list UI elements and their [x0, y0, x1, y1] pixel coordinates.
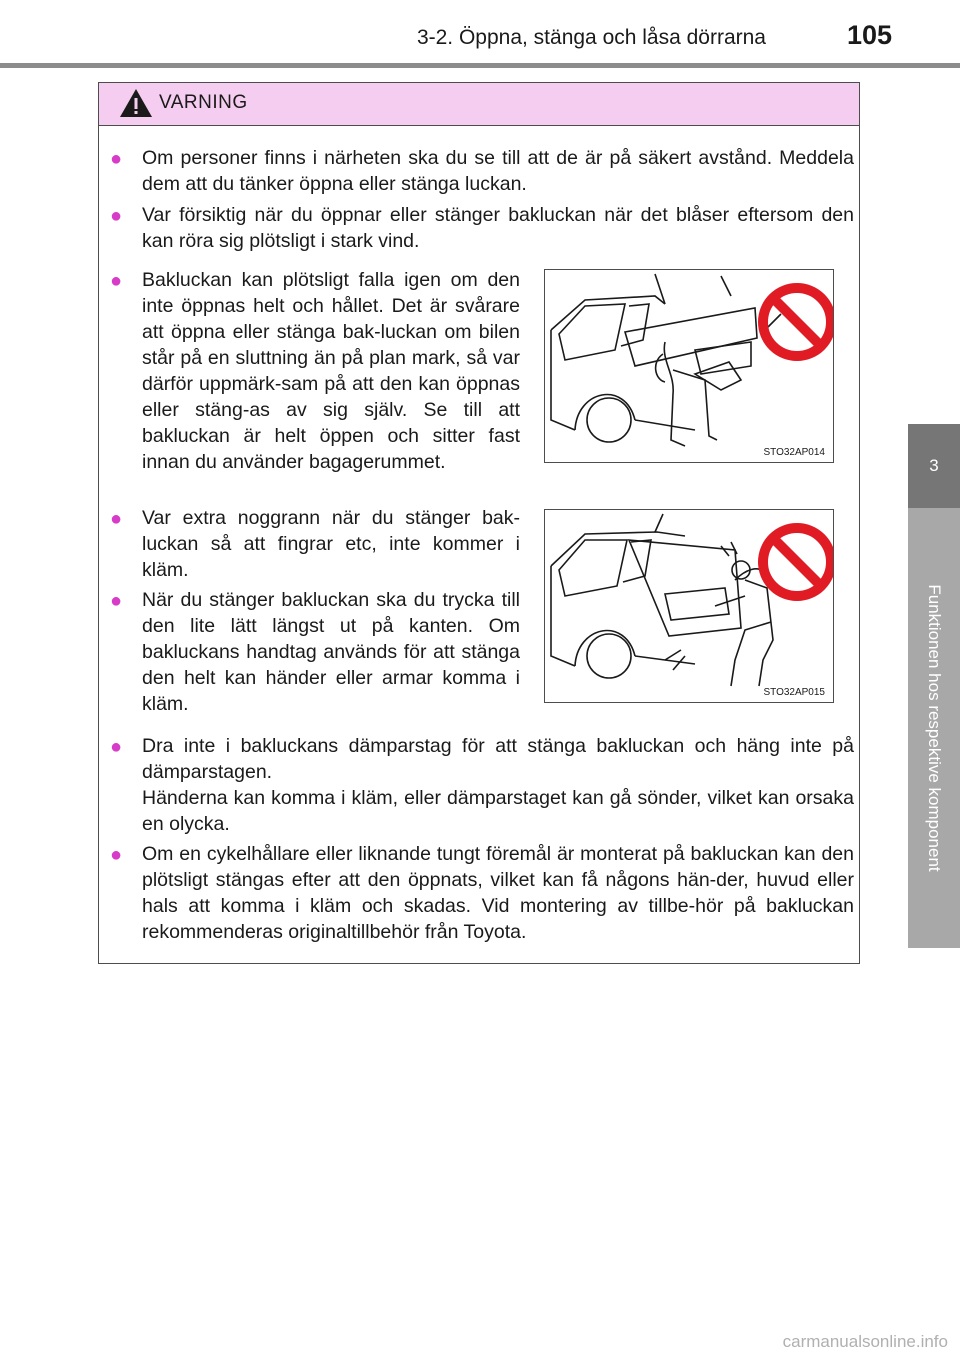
warning-item-text: När du stänger bakluckan ska du trycka till den lite lätt längst ut på kanten. Om bakluckans handtag används för att stänga den helt kan händer eller armar komma i kläm.: [142, 589, 520, 715]
car-tailgate-closing-illustration: [545, 510, 834, 703]
bullet-icon: ●: [110, 736, 123, 758]
figure-code: STO32AP014: [763, 447, 825, 458]
illustration-tailgate-falling: [544, 269, 834, 463]
warning-item-text: Var försiktig när du öppnar eller stänger bakluckan när det blåser eftersom den kan röra sig plötsligt i stark vind.: [142, 204, 854, 252]
page-number: 105: [846, 20, 892, 50]
section-title: 3-2. Öppna, stänga och låsa dörrarna: [416, 26, 766, 49]
warning-item-text: Händerna kan komma i kläm, eller dämparstaget kan gå sönder, vilket kan orsaka en olycka.: [142, 787, 854, 835]
warning-item-text: Om en cykelhållare eller liknande tungt föremål är monterat på bakluckan kan den plötsligt stängas efter att den öppnats, vilket kan få någons hän-der, huvud eller hals att komma i kläm och skadas. Vid montering av tillbe-hör på bakluckan rekommenderas originaltillbehör från Toyota.: [142, 843, 854, 943]
bullet-icon: ●: [110, 508, 123, 530]
warning-item: [110, 841, 854, 945]
warning-item: [110, 267, 520, 475]
warning-item: [110, 587, 520, 717]
warning-item: [110, 733, 854, 785]
chapter-tab-label: Funktionen hos respektive komponent: [925, 584, 944, 872]
warning-item-text: Var extra noggrann när du stänger bak-luckan så att fingrar etc, inte kommer i kläm.: [142, 507, 520, 581]
bullet-icon: ●: [110, 205, 123, 227]
chapter-tab-number: 3: [908, 424, 960, 508]
warning-item: [110, 145, 854, 197]
prohibition-icon: [763, 528, 831, 596]
warning-header: [99, 83, 859, 126]
illustration-tailgate-pinch: [544, 509, 834, 703]
bullet-icon: ●: [110, 270, 123, 292]
warning-item-text: Bakluckan kan plötsligt falla igen om den inte öppnas helt och hållet. Det är svårare att öppna eller stänga bak-luckan om bilen står på en sluttning än på plan mark, så var därför uppmärk-sam på att den kan öppnas eller stäng-as av sig själv. Se till att bakluckan är helt öppen och sitter fast innan du använder bagagerummet.: [142, 269, 520, 473]
warning-title: VARNING: [159, 92, 248, 113]
header-divider: [0, 63, 960, 68]
warning-triangle-icon: [119, 88, 153, 118]
warning-item: [110, 202, 854, 254]
watermark: carmanualsonline.info: [782, 1332, 948, 1351]
warning-item-text: Dra inte i bakluckans dämparstag för att stänga bakluckan och häng inte på dämparstagen.: [142, 735, 854, 783]
warning-item-text: Om personer finns i närheten ska du se till att de är på säkert avstånd. Meddela dem att du tänker öppna eller stänga luckan.: [142, 147, 854, 195]
warning-item: [110, 505, 520, 583]
bullet-icon: ●: [110, 844, 123, 866]
bullet-icon: ●: [110, 590, 123, 612]
figure-code: STO32AP015: [763, 687, 825, 698]
warning-item-continuation: [110, 785, 854, 837]
car-tailgate-illustration: [545, 270, 834, 463]
bullet-icon: ●: [110, 148, 123, 170]
